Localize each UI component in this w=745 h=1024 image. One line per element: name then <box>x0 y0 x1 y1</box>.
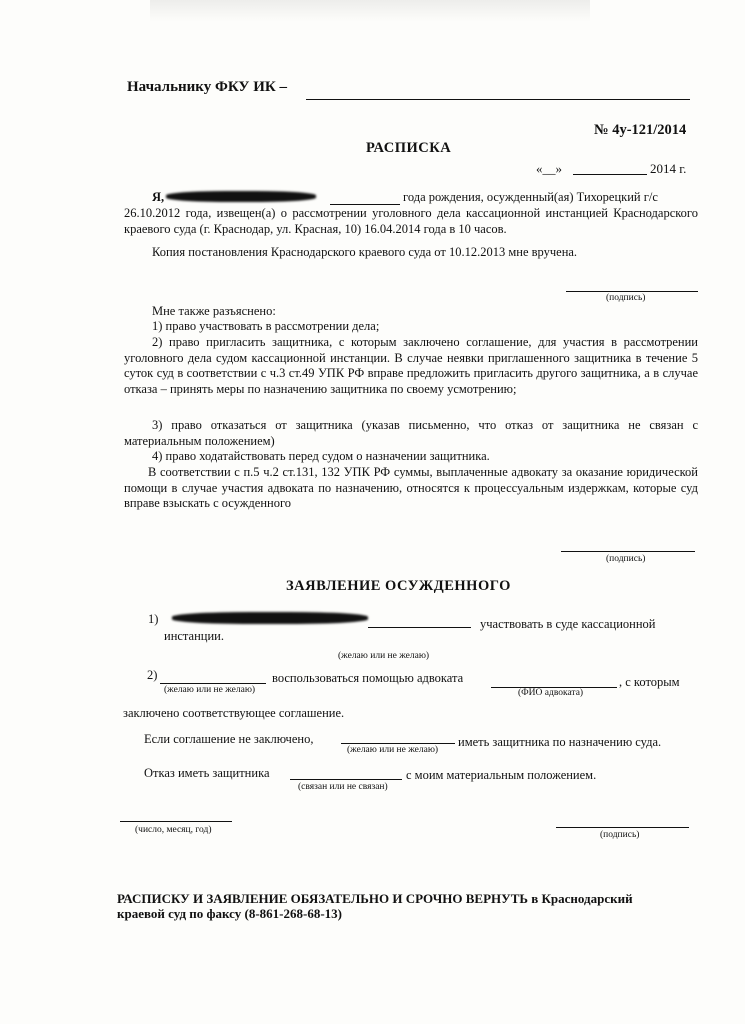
statement-title: ЗАЯВЛЕНИЕ ОСУЖДЕННОГО <box>286 578 511 594</box>
date-line[interactable] <box>120 821 232 822</box>
signature-label-1: (подпись) <box>606 293 646 303</box>
date-day: «__» <box>536 161 562 176</box>
signature-line-1[interactable] <box>566 291 698 292</box>
item2-blank-1[interactable] <box>160 683 266 684</box>
item1-hint: (желаю или не желаю) <box>338 651 430 661</box>
item3-blank[interactable] <box>341 743 455 744</box>
date-year: 2014 г. <box>650 161 687 176</box>
date-label: (число, месяц, год) <box>135 825 212 835</box>
footer-line-1: РАСПИСКУ И ЗАЯВЛЕНИЕ ОБЯЗАТЕЛЬНО И СРОЧНО ВЕРНУТЬ в Краснодарский <box>117 891 633 906</box>
date-month-blank[interactable] <box>573 174 647 175</box>
item2-after: , с которым <box>619 675 680 689</box>
signature-label-3: (подпись) <box>600 830 640 840</box>
redacted-name-2 <box>172 612 368 624</box>
signature-line-3[interactable] <box>556 827 689 828</box>
item2-number: 2) <box>147 668 158 682</box>
right-1: 1) право участвовать в рассмотрении дела; <box>152 319 380 333</box>
intro-rest: года рождения, осужденный(ая) Тихорецкий г/с <box>403 190 658 204</box>
signature-line-2[interactable] <box>561 551 695 552</box>
signature-label-2: (подпись) <box>606 554 646 564</box>
item3-text: Если соглашение не заключено, <box>144 732 314 746</box>
right-2: 2) право пригласить защитника, с которым заключено соглашение, для участия в рассмотрении уголовного дела судом кассационной инстанции. В случае неявки приглашенного защитника в течение 5 суток суд в соответствии с ч.3 ст.49 УПК РФ вправе предложить пригласить другого защитника, а в случае отказа – принять меры по назначению защитника по своему усмотрению; <box>124 335 698 396</box>
right-3: 3) право отказаться от защитника (указав письменно, что отказ от защитника не связан с материальным положением) <box>124 418 698 448</box>
item2-cont: заключено соответствующее соглашение. <box>123 706 345 720</box>
addressee-blank[interactable] <box>306 99 690 100</box>
costs-paragraph: В соответствии с п.5 ч.2 ст.131, 132 УПК РФ суммы, выплаченные адвокату за оказание юридической помощи в случае участия адвоката по назначению, относятся к процессуальным издержкам, которые суд вправе взыскать с осужденного <box>124 465 698 510</box>
explained-heading: Мне также разъяснено: <box>152 304 276 318</box>
copy-line: Копия постановления Краснодарского краевого суда от 10.12.2013 мне вручена. <box>152 245 578 259</box>
intro-body: 26.10.2012 года, извещен(а) о рассмотрении уголовного дела кассационной инстанцией Краснодарского краевого суда (г. Краснодар, ул. Красная, 10) 16.04.2014 года в 10 часов. <box>124 206 698 236</box>
item1-cont: инстанции. <box>164 629 224 643</box>
right-4: 4) право ходатайствовать перед судом о назначении защитника. <box>152 449 490 463</box>
receipt-title: РАСПИСКА <box>366 140 452 156</box>
item3-hint: (желаю или не желаю) <box>347 745 439 755</box>
redacted-name <box>166 191 316 202</box>
addressee-label: Начальнику ФКУ ИК – <box>127 79 287 95</box>
intro-prefix: Я, <box>152 190 165 204</box>
item4-hint: (связан или не связан) <box>298 782 388 792</box>
item2-hint-1: (желаю или не желаю) <box>164 685 256 695</box>
document-number: № 4у-121/2014 <box>594 122 687 138</box>
item4-blank[interactable] <box>290 779 402 780</box>
item1-blank[interactable] <box>368 627 471 628</box>
birth-year-blank[interactable] <box>330 204 400 205</box>
footer-line-2: краевой суд по факсу (8-861-268-68-13) <box>117 906 342 921</box>
item2-hint-2: (ФИО адвоката) <box>518 688 584 698</box>
item1-text: участвовать в суде кассационной <box>480 617 656 631</box>
scan-artifact <box>150 0 590 22</box>
item1-number: 1) <box>148 612 159 626</box>
item3-after: иметь защитника по назначению суда. <box>458 735 662 749</box>
item4-after: с моим материальным положением. <box>406 768 597 782</box>
item2-text: воспользоваться помощью адвоката <box>272 671 464 685</box>
item4-text: Отказ иметь защитника <box>144 766 270 780</box>
